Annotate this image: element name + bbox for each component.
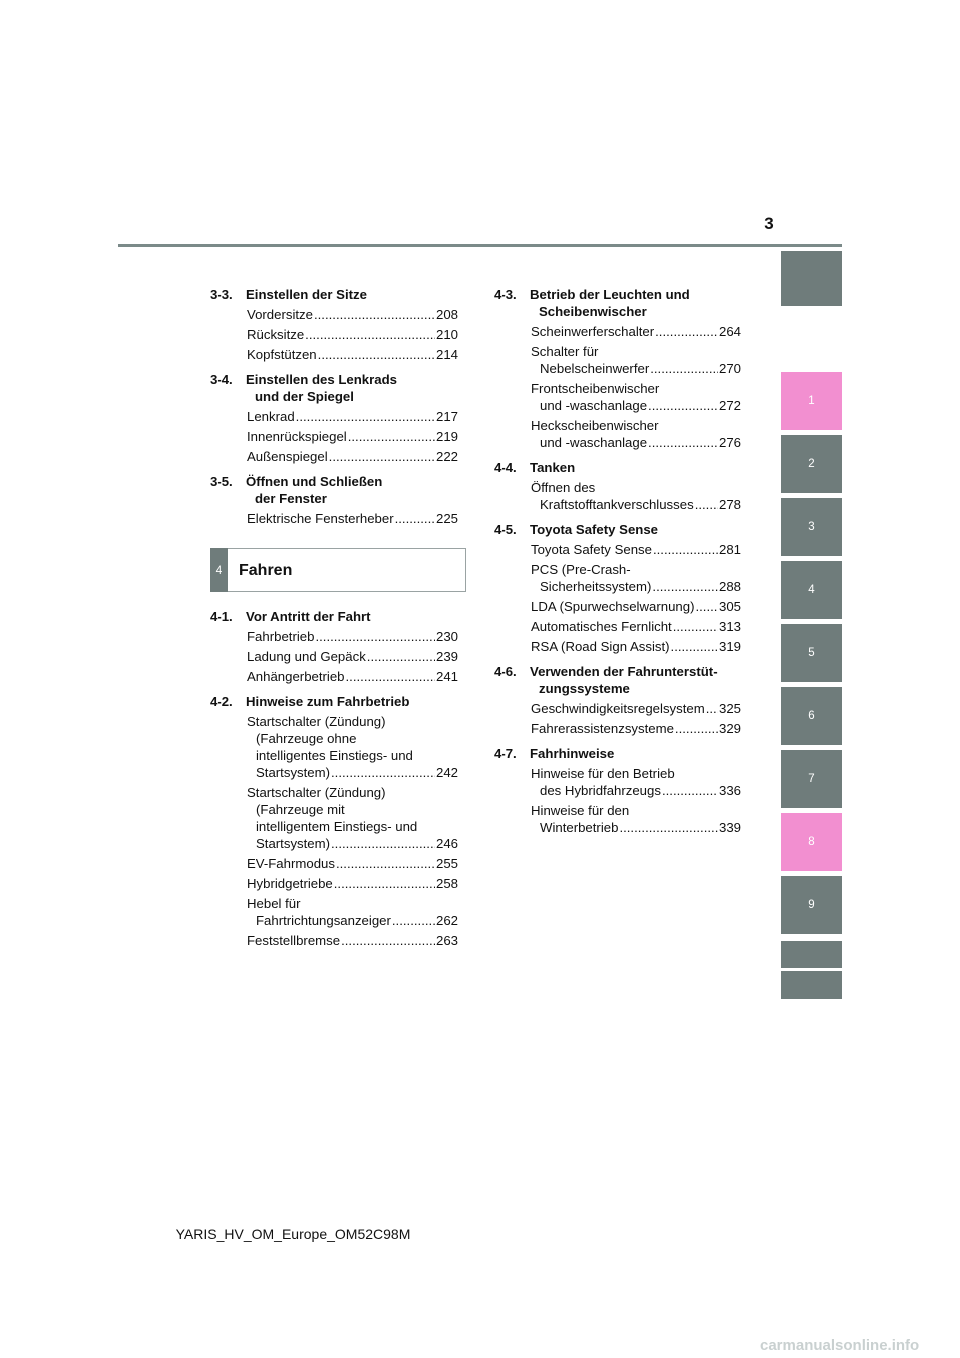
toc-entry[interactable] xyxy=(531,618,741,635)
toc-entry-text: Ladung und Gepäck xyxy=(247,649,366,664)
header-rule xyxy=(118,244,842,247)
toc-entry-line xyxy=(531,380,741,397)
toc-entry-line xyxy=(247,713,458,730)
toc-page-number: 219 xyxy=(435,429,458,444)
toc-section-title xyxy=(530,286,741,320)
toc-entry[interactable] xyxy=(247,784,458,852)
toc-leader-dots xyxy=(341,932,435,949)
toc-entry-line xyxy=(247,932,458,949)
toc-section-title xyxy=(530,459,741,476)
toc-entry-line xyxy=(531,819,741,836)
toc-section-title xyxy=(246,286,458,303)
toc-entry-text: intelligentes Einstiegs- und xyxy=(256,748,413,763)
toc-entry-text: Lenkrad xyxy=(247,409,295,424)
toc-page-number: 210 xyxy=(435,327,458,342)
section-gap xyxy=(494,839,741,844)
toc-page-number: 255 xyxy=(435,856,458,871)
toc-entry-text: Fahrerassistenzsysteme xyxy=(531,721,674,736)
toc-page-number: 278 xyxy=(718,497,741,512)
toc-entry[interactable] xyxy=(247,306,458,323)
toc-leader-dots xyxy=(650,360,718,377)
toc-entry-text: Geschwindigkeitsregelsystem xyxy=(531,701,705,716)
toc-entry-text: und -waschanlage xyxy=(540,398,648,413)
toc-entry[interactable] xyxy=(531,479,741,513)
chapter-box[interactable] xyxy=(210,548,466,592)
toc-entry-text: Hinweise für den Betrieb xyxy=(531,766,675,781)
toc-entry-text: Startschalter (Zündung) xyxy=(247,714,386,729)
toc-section-title-line: Tanken xyxy=(530,460,576,475)
toc-entry-text: Sicherheitssystem) xyxy=(540,579,652,594)
toc-page-number: 242 xyxy=(435,765,458,780)
toc-section-number: 3-4. xyxy=(210,372,233,387)
toc-entry-text: Nebelscheinwerfer xyxy=(540,361,650,376)
toc-leader-dots xyxy=(675,720,718,737)
toc-leader-dots xyxy=(648,397,718,414)
toc-entry[interactable] xyxy=(531,561,741,595)
toc-entry[interactable] xyxy=(531,417,741,451)
toc-entry-text: Winterbetrieb xyxy=(540,820,619,835)
toc-entry-line xyxy=(247,784,458,801)
toc-left-column xyxy=(210,286,458,957)
toc-section-title-line: Öffnen und Schließen xyxy=(246,474,383,489)
toc-entry-line xyxy=(247,912,458,929)
toc-entry[interactable] xyxy=(247,668,458,685)
toc-entry-line xyxy=(531,434,741,451)
toc-section-number: 4-7. xyxy=(494,746,517,761)
toc-entry-line xyxy=(531,496,741,513)
toc-entry-text: Kraftstofftankverschlusses xyxy=(540,497,694,512)
toc-entry-line xyxy=(247,628,458,645)
toc-section-heading xyxy=(494,745,741,762)
toc-section-heading xyxy=(210,608,458,625)
toc-leader-dots xyxy=(662,782,718,799)
toc-entry-text: LDA (Spurwechselwarnung) xyxy=(531,599,695,614)
toc-entry[interactable] xyxy=(531,765,741,799)
toc-page-number: 262 xyxy=(435,913,458,928)
toc-page-number: 313 xyxy=(718,619,741,634)
toc-page-number: 281 xyxy=(718,542,741,557)
toc-page-number: 258 xyxy=(435,876,458,891)
toc-entry-line xyxy=(247,801,458,818)
toc-entry-line xyxy=(247,648,458,665)
toc-leader-dots xyxy=(648,434,718,451)
toc-entry[interactable] xyxy=(531,541,741,558)
toc-leader-dots xyxy=(706,700,718,717)
toc-entry[interactable] xyxy=(531,720,741,737)
toc-section-number: 4-4. xyxy=(494,460,517,475)
toc-entry[interactable] xyxy=(531,598,741,615)
toc-entry-text: und -waschanlage xyxy=(540,435,648,450)
toc-entry-line xyxy=(531,700,741,717)
toc-entry-line xyxy=(531,598,741,615)
toc-entry-text: Außenspiegel xyxy=(247,449,328,464)
toc-entry-line xyxy=(247,306,458,323)
toc-leader-dots xyxy=(334,875,435,892)
chapter-tab[interactable]: 9 xyxy=(781,876,842,934)
toc-entry-line xyxy=(247,835,458,852)
toc-page-number: 230 xyxy=(435,629,458,644)
toc-entry-line xyxy=(247,448,458,465)
toc-section-title-line: Fahrhinweise xyxy=(530,746,615,761)
toc-section-number: 4-6. xyxy=(494,664,517,679)
toc-entry[interactable] xyxy=(531,802,741,836)
toc-section-number: 4-3. xyxy=(494,287,517,302)
chapter-tab[interactable]: 1 xyxy=(781,372,842,430)
toc-entry-text: Vordersitze xyxy=(247,307,313,322)
toc-leader-dots xyxy=(336,855,435,872)
toc-entry-line xyxy=(531,802,741,819)
toc-entry-text: Hybridgetriebe xyxy=(247,876,333,891)
toc-entry-text: Automatisches Fernlicht xyxy=(531,619,672,634)
toc-leader-dots xyxy=(296,408,435,425)
toc-entry-line xyxy=(531,417,741,434)
toc-entry[interactable] xyxy=(247,648,458,665)
toc-entry-text: Schalter für xyxy=(531,344,599,359)
toc-entry-text: Fahrtrichtungsanzeiger xyxy=(256,913,391,928)
chapter-tab[interactable]: 3 xyxy=(781,498,842,556)
toc-entry-text: Startsystem) xyxy=(256,836,331,851)
watermark: carmanualsonline.info xyxy=(760,1337,920,1354)
chapter-tab[interactable] xyxy=(781,251,842,306)
toc-section-title-line: Hinweise zum Fahrbetrieb xyxy=(246,694,410,709)
toc-section-title xyxy=(246,608,458,625)
toc-page-number: 329 xyxy=(718,721,741,736)
toc-entry-line xyxy=(531,561,741,578)
toc-entry-text: (Fahrzeuge ohne xyxy=(256,731,357,746)
toc-section-heading xyxy=(210,473,458,507)
toc-entry[interactable] xyxy=(247,855,458,872)
toc-page-number: 264 xyxy=(718,324,741,339)
toc-right-column xyxy=(494,286,741,844)
toc-leader-dots xyxy=(619,819,718,836)
toc-entry-line xyxy=(247,875,458,892)
toc-section-title xyxy=(246,693,458,710)
toc-entry-line xyxy=(531,782,741,799)
toc-entry-line xyxy=(247,408,458,425)
toc-entry-line xyxy=(531,638,741,655)
toc-section-heading xyxy=(494,286,741,320)
toc-entry-line xyxy=(531,578,741,595)
toc-entry-text: Toyota Safety Sense xyxy=(531,542,652,557)
toc-entry[interactable] xyxy=(247,895,458,929)
toc-entry-text: RSA (Road Sign Assist) xyxy=(531,639,670,654)
toc-page-number: 246 xyxy=(435,836,458,851)
toc-entry-line xyxy=(247,346,458,363)
toc-leader-dots xyxy=(331,764,435,781)
toc-entry-text: Rücksitze xyxy=(247,327,305,342)
chapter-tab[interactable] xyxy=(781,941,842,968)
toc-entry-line xyxy=(531,541,741,558)
toc-section-heading xyxy=(210,371,458,405)
toc-page-number: 339 xyxy=(718,820,741,835)
toc-leader-dots xyxy=(346,668,435,685)
toc-entry-line xyxy=(247,855,458,872)
toc-entry-text: Fahrbetrieb xyxy=(247,629,315,644)
chapter-box-number: 4 xyxy=(210,548,228,592)
page-number: 3 xyxy=(764,214,774,233)
toc-entry[interactable] xyxy=(531,700,741,717)
toc-entry-line xyxy=(531,397,741,414)
toc-page-number: 217 xyxy=(435,409,458,424)
toc-leader-dots xyxy=(655,323,718,340)
toc-section-title-line: Einstellen der Sitze xyxy=(246,287,367,302)
toc-section-title-line: zungssysteme xyxy=(539,681,630,696)
toc-section-number: 4-1. xyxy=(210,609,233,624)
toc-entry-line xyxy=(531,360,741,377)
toc-entry-line xyxy=(531,323,741,340)
chapter-tab[interactable]: 7 xyxy=(781,750,842,808)
toc-leader-dots xyxy=(392,912,435,929)
toc-entry-line xyxy=(531,479,741,496)
toc-page-number: 276 xyxy=(718,435,741,450)
toc-entry[interactable] xyxy=(247,326,458,343)
toc-entry-line xyxy=(531,618,741,635)
toc-leader-dots xyxy=(329,448,435,465)
toc-entry-text: Innenrückspiegel xyxy=(247,429,347,444)
toc-entry-text: PCS (Pre-Crash- xyxy=(531,562,631,577)
toc-section-title-line: Betrieb der Leuchten und xyxy=(530,287,690,302)
toc-page-number: 239 xyxy=(435,649,458,664)
toc-entry[interactable] xyxy=(531,323,741,340)
toc-entry-text: EV-Fahrmodus xyxy=(247,856,335,871)
toc-page-number: 222 xyxy=(435,449,458,464)
chapter-tab[interactable]: 6 xyxy=(781,687,842,745)
toc-leader-dots xyxy=(367,648,435,665)
toc-entry[interactable] xyxy=(247,428,458,445)
toc-entry-line xyxy=(247,326,458,343)
toc-page-number: 214 xyxy=(435,347,458,362)
toc-entry-text: Hinweise für den xyxy=(531,803,630,818)
toc-entry-line xyxy=(247,818,458,835)
toc-section-title xyxy=(530,663,741,697)
toc-page-number: 272 xyxy=(718,398,741,413)
toc-entry-text: Anhängerbetrieb xyxy=(247,669,345,684)
toc-entry-text: Startschalter (Zündung) xyxy=(247,785,386,800)
toc-entry-line xyxy=(531,720,741,737)
toc-entry-text: des Hybridfahrzeugs xyxy=(540,783,661,798)
toc-leader-dots xyxy=(695,496,718,513)
toc-section-heading xyxy=(210,286,458,303)
chapter-tab[interactable]: 5 xyxy=(781,624,842,682)
toc-section-heading xyxy=(210,693,458,710)
toc-entry-text: (Fahrzeuge mit xyxy=(256,802,345,817)
chapter-tab[interactable] xyxy=(781,971,842,999)
toc-entry[interactable] xyxy=(531,638,741,655)
toc-page-number: 241 xyxy=(435,669,458,684)
toc-section-title-line: Toyota Safety Sense xyxy=(530,522,659,537)
toc-section-title-line: der Fenster xyxy=(255,491,327,506)
toc-leader-dots xyxy=(395,510,435,527)
toc-entry-text: Kopfstützen xyxy=(247,347,317,362)
toc-entry-text: intelligentem Einstiegs- und xyxy=(256,819,418,834)
chapter-tab[interactable]: 8 xyxy=(781,813,842,871)
toc-leader-dots xyxy=(695,598,718,615)
toc-entry[interactable] xyxy=(247,628,458,645)
section-gap xyxy=(210,530,458,535)
toc-entry-line xyxy=(247,510,458,527)
toc-leader-dots xyxy=(318,346,435,363)
toc-entry-text: Heckscheibenwischer xyxy=(531,418,659,433)
toc-entry-line xyxy=(247,730,458,747)
toc-entry-text: Scheinwerferschalter xyxy=(531,324,655,339)
toc-entry-text: Startsystem) xyxy=(256,765,331,780)
toc-entry-line xyxy=(531,343,741,360)
toc-leader-dots xyxy=(315,628,435,645)
toc-section-heading xyxy=(494,521,741,538)
toc-section-title-line: Einstellen des Lenkrads xyxy=(246,372,397,387)
toc-section-title xyxy=(246,473,458,507)
toc-entry[interactable] xyxy=(247,448,458,465)
toc-entry-text: Elektrische Fensterheber xyxy=(247,511,394,526)
toc-entry[interactable] xyxy=(531,380,741,414)
toc-page-number: 288 xyxy=(718,579,741,594)
toc-section-title-line: Scheibenwischer xyxy=(539,304,647,319)
toc-entry-text: Hebel für xyxy=(247,896,301,911)
toc-page-number: 319 xyxy=(718,639,741,654)
toc-entry[interactable] xyxy=(247,510,458,527)
toc-leader-dots xyxy=(348,428,435,445)
toc-entry-line xyxy=(247,764,458,781)
toc-leader-dots xyxy=(653,541,718,558)
toc-section-number: 3-3. xyxy=(210,287,233,302)
toc-page-number: 305 xyxy=(718,599,741,614)
toc-page-number: 225 xyxy=(435,511,458,526)
toc-page-number: 263 xyxy=(435,933,458,948)
toc-section-heading xyxy=(494,459,741,476)
chapter-tab[interactable]: 2 xyxy=(781,435,842,493)
toc-entry[interactable] xyxy=(247,408,458,425)
toc-section-title xyxy=(246,371,458,405)
toc-section-title-line: und der Spiegel xyxy=(255,389,354,404)
toc-entry-line xyxy=(247,895,458,912)
toc-leader-dots xyxy=(314,306,435,323)
section-gap xyxy=(210,952,458,957)
toc-entry-text: Frontscheibenwischer xyxy=(531,381,660,396)
toc-entry[interactable] xyxy=(247,875,458,892)
chapter-tab[interactable]: 4 xyxy=(781,561,842,619)
toc-section-number: 4-2. xyxy=(210,694,233,709)
toc-leader-dots xyxy=(652,578,718,595)
toc-page-number: 325 xyxy=(718,701,741,716)
toc-section-title-line: Vor Antritt der Fahrt xyxy=(246,609,371,624)
toc-section-number: 4-5. xyxy=(494,522,517,537)
toc-entry[interactable] xyxy=(247,346,458,363)
toc-page-number: 270 xyxy=(718,361,741,376)
toc-entry-line xyxy=(247,747,458,764)
toc-section-title-line: Verwenden der Fahrunterstüt- xyxy=(530,664,718,679)
chapter-box-title: Fahren xyxy=(239,561,293,579)
toc-page-number: 208 xyxy=(435,307,458,322)
toc-entry-line xyxy=(247,428,458,445)
toc-section-title xyxy=(530,745,741,762)
toc-section-heading xyxy=(494,663,741,697)
toc-entry-line xyxy=(531,765,741,782)
toc-entry-line xyxy=(247,668,458,685)
footer-doc-id: YARIS_HV_OM_Europe_OM52C98M xyxy=(175,1226,411,1242)
toc-section-number: 3-5. xyxy=(210,474,233,489)
toc-entry[interactable] xyxy=(247,713,458,781)
toc-entry[interactable] xyxy=(247,932,458,949)
toc-entry-text: Feststellbremse xyxy=(247,933,341,948)
toc-leader-dots xyxy=(673,618,718,635)
toc-leader-dots xyxy=(305,326,435,343)
toc-leader-dots xyxy=(671,638,718,655)
toc-entry[interactable] xyxy=(531,343,741,377)
toc-page-number: 336 xyxy=(718,783,741,798)
toc-leader-dots xyxy=(331,835,435,852)
toc-entry-text: Öffnen des xyxy=(531,480,596,495)
toc-section-title xyxy=(530,521,741,538)
